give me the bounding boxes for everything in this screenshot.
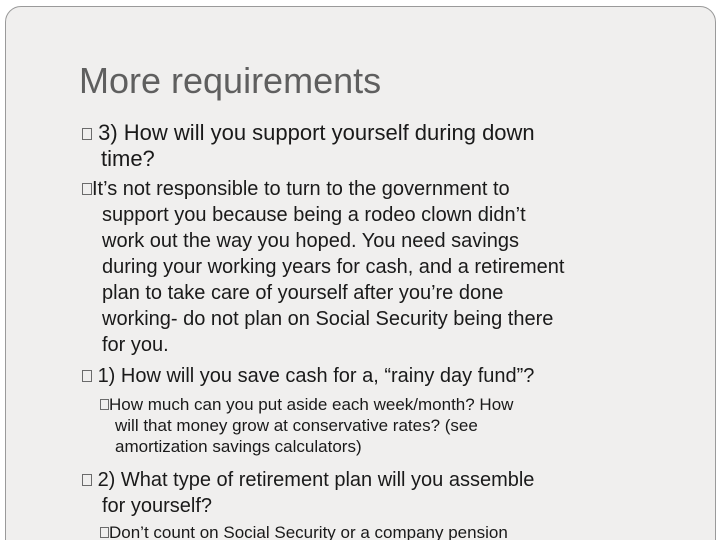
bullet-box-icon [82,474,92,486]
bullet-line: for you. [102,334,169,356]
bullet-item-support-during-down-time [82,120,535,172]
slide-title: More requirements [79,60,382,101]
bullet-line: work out the way you hoped. You need savings [102,230,519,252]
bullet-item-not-responsible [92,176,565,358]
bullet-line: will that money grow at conservative rates? (see [115,416,478,435]
bullet-item-rainy-day-fund [97,363,535,389]
bullet-item-retirement-plan [97,467,535,519]
bullet-line: amortization savings calculators) [115,437,362,456]
bullet-line: for yourself? [102,495,213,517]
bullet-text: How much can you put aside each week/month? How [109,395,514,414]
bullet-box-icon [82,128,92,140]
bullet-box-icon [100,527,109,538]
bullet-line: working- do not plan on Social Security being there [102,308,554,330]
bullet-line: plan to take care of yourself after you’re done [102,282,504,304]
bullet-line [82,363,534,389]
bullet-box-icon [82,183,92,195]
bullet-item-dont-count-on-ss [109,522,508,540]
bullet-text: Don’t count on Social Security or a company pension [109,523,508,540]
bullet-line: during your working years for cash, and a retirement [102,256,565,278]
bullet-box-icon [100,399,109,410]
bullet-line: time? [101,146,155,171]
bullet-text: 1) How will you save cash for a, “rainy day fund”? [97,365,535,387]
bullet-item-how-much-aside [109,394,514,457]
bullet-text: It’s not responsible to turn to the government to [92,178,510,200]
bullet-text: 2) What type of retirement plan will you assemble [97,469,535,491]
bullet-line [82,120,535,146]
bullet-line [82,467,534,493]
bullet-line [100,522,508,540]
bullet-line [100,394,513,415]
bullet-line [82,176,564,202]
bullet-line: support you because being a rodeo clown didn’t [102,204,526,226]
bullet-box-icon [82,370,92,382]
bullet-text: 3) How will you support yourself during down [98,120,535,145]
